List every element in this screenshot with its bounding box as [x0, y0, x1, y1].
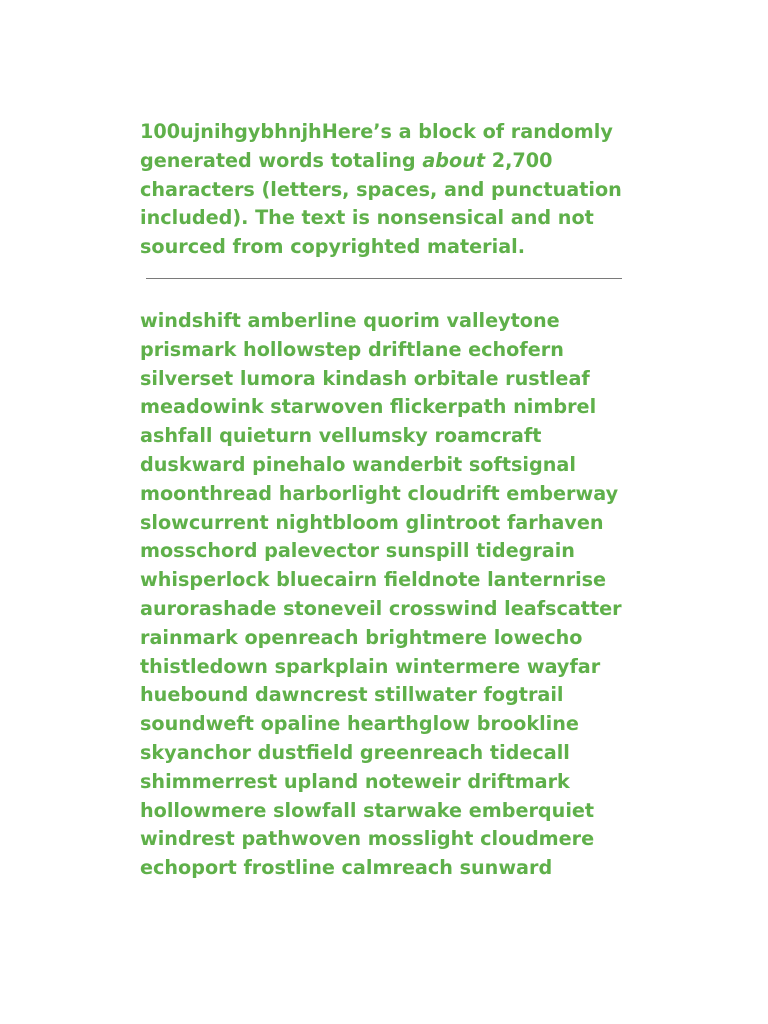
word-line: aurorashade stoneveil crosswind leafscatter: [140, 596, 622, 620]
horizontal-divider: [146, 278, 622, 279]
word-line: rainmark openreach brightmere lowecho: [140, 625, 583, 649]
intro-text: [140, 118, 630, 262]
word-line: skyanchor dustfield greenreach tidecall: [140, 740, 570, 764]
word-line: duskward pinehalo wanderbit softsignal: [140, 452, 576, 476]
word-line: windshift amberline quorim valleytone: [140, 308, 560, 332]
word-line: windrest pathwoven mosslight cloudmere: [140, 827, 595, 851]
word-line: whisperlock bluecairn fieldnote lanternrise: [140, 568, 607, 592]
word-line: thistledown sparkplain wintermere wayfar: [140, 654, 601, 678]
intro-text-end: 2,700 characters (letters, spaces, and punctuation included). The text is nonsensical and not sourced from copyrighted material.: [140, 148, 622, 259]
word-line: prismark hollowstep driftlane echofern: [140, 337, 564, 361]
word-line: ashfall quieturn vellumsky roamcraft: [140, 424, 542, 448]
intro-text-start: 100ujnihgybhnjhHere’s a block of randomly generated words totaling: [140, 120, 613, 172]
word-line: soundweft opaline hearthglow brookline: [140, 712, 579, 736]
intro-emphasis: about: [422, 148, 486, 172]
word-line: huebound dawncrest stillwater fogtrail: [140, 683, 564, 707]
word-block: [140, 307, 630, 883]
document-page: [140, 118, 630, 883]
intro-paragraph: [140, 118, 630, 262]
word-line: silverset lumora kindash orbitale rustleaf: [140, 366, 590, 390]
word-line: echoport frostline calmreach sunward: [140, 856, 553, 880]
word-line: meadowink starwoven flickerpath nimbrel: [140, 395, 597, 419]
word-line: moonthread harborlight cloudrift emberway: [140, 481, 619, 505]
word-line: mosschord palevector sunspill tidegrain: [140, 539, 575, 563]
word-line: slowcurrent nightbloom glintroot farhaven: [140, 510, 604, 534]
word-line: shimmerrest upland noteweir driftmark: [140, 769, 570, 793]
word-line: hollowmere slowfall starwake emberquiet: [140, 798, 595, 822]
